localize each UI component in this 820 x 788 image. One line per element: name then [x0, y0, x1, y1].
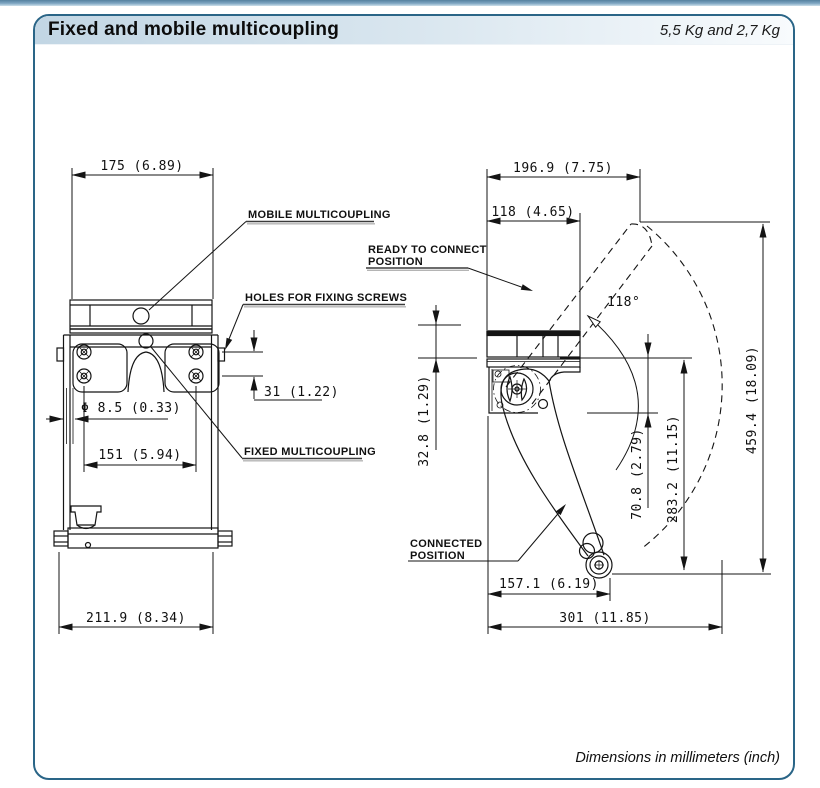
holes-leader-arrow: [225, 338, 232, 350]
dim-screw-row-spacing: 31 (1.22): [264, 385, 339, 400]
label-holes-fixing-screws: HOLES FOR FIXING SCREWS: [245, 292, 408, 304]
units-footnote: Dimensions in millimeters (inch): [575, 750, 780, 766]
rail-bracket: [71, 506, 101, 525]
dim-lever-reach: 157.1 (6.19): [499, 577, 599, 592]
dim-pivot-offset: 70.8 (2.79): [630, 428, 645, 520]
dim-lever-angle: 118°: [607, 295, 641, 310]
label-ready-position-line2: POSITION: [368, 256, 423, 268]
side-view-body: [487, 224, 722, 578]
lever-head: [501, 369, 549, 404]
dim-swing-height: 459.4 (18.09): [745, 345, 760, 455]
side-view-callouts: [366, 268, 566, 561]
label-fixed-multicoupling: FIXED MULTICOUPLING: [244, 446, 376, 458]
dim-swing-reach: 301 (11.85): [559, 611, 651, 626]
dim-depth-body: 118 (4.65): [491, 205, 575, 220]
left-side-tab: [57, 348, 64, 361]
dim-width-top: 175 (6.89): [100, 159, 184, 174]
fixing-screws: [77, 345, 203, 383]
label-connected-position-line2: POSITION: [410, 550, 465, 562]
label-ready-position-line1: READY TO CONNECT: [368, 244, 487, 256]
dim-lever-drop: 283.2 (11.15): [666, 414, 681, 524]
front-view-body: [54, 300, 232, 548]
page-title: Fixed and mobile multicoupling: [48, 19, 340, 40]
lever-left-edge: [502, 404, 588, 556]
dim-depth-total: 196.9 (7.75): [513, 161, 613, 176]
dim-screw-col-spacing: 151 (5.94): [98, 448, 182, 463]
ready-leader-arrow: [521, 284, 533, 291]
mobile-center-hole: [133, 308, 149, 324]
weight-note: 5,5 Kg and 2,7 Kg: [659, 21, 780, 39]
lever-hole: [539, 400, 548, 409]
label-mobile-multicoupling: MOBILE MULTICOUPLING: [248, 209, 391, 221]
dim-block-height: 32.8 (1.29): [417, 375, 432, 467]
lever-ready-position: [506, 224, 722, 549]
fixed-center-hole: [139, 334, 153, 348]
label-connected-position-line1: CONNECTED: [410, 538, 483, 550]
center-arch-cutout: [128, 352, 164, 392]
dim-fixing-hole-dia: Φ 8.5 (0.33): [81, 401, 181, 416]
lever-right-edge: [549, 381, 604, 555]
swing-arc: [641, 226, 722, 549]
dim-width-total: 211.9 (8.34): [86, 611, 186, 626]
